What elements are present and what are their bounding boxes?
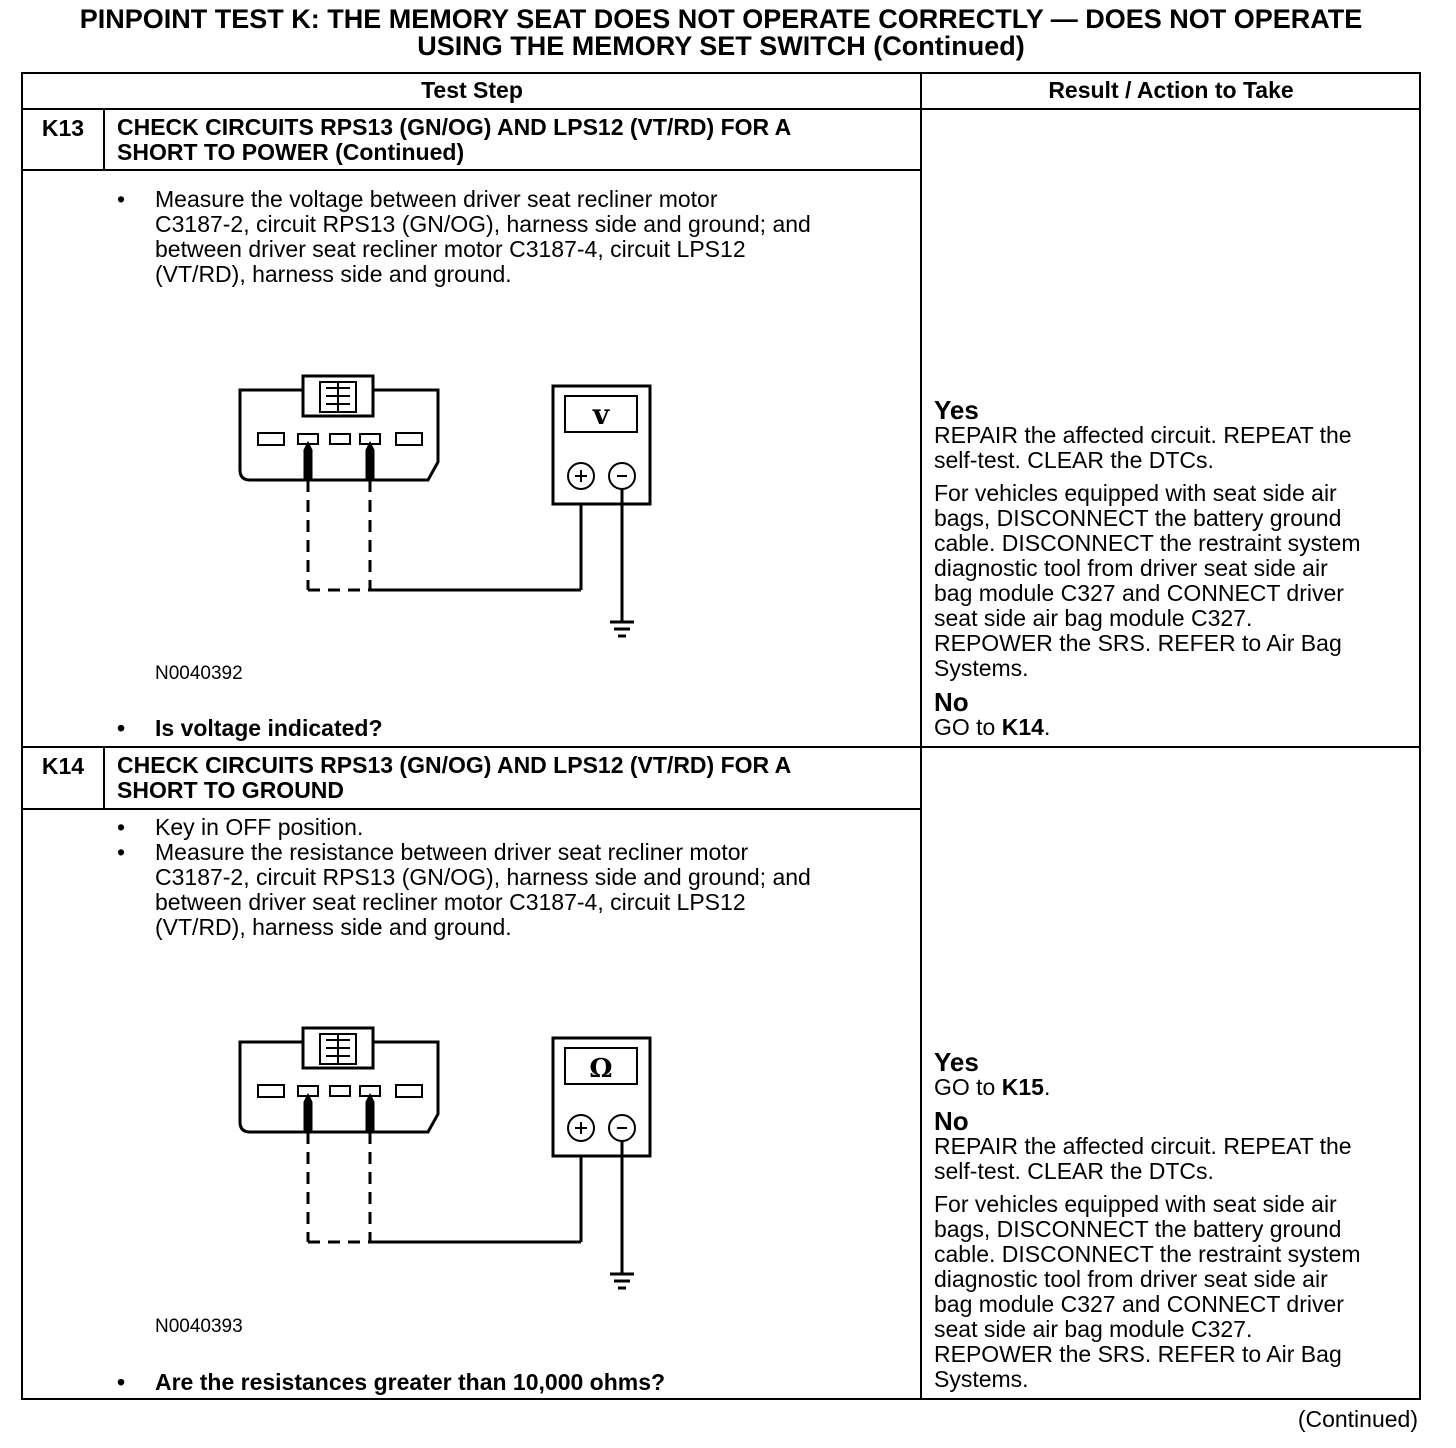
step-id: K14 [41, 753, 85, 779]
k13-id-divider [103, 108, 105, 170]
no-label: No [934, 1106, 969, 1136]
voltmeter-connection-diagram [230, 370, 670, 650]
step-id: K13 [41, 115, 85, 141]
figure-id: N0040392 [155, 663, 243, 684]
column-header-test-step: Test Step [421, 77, 523, 103]
go-to-instruction: GO to K14. [934, 714, 1051, 740]
ohmmeter-connection-diagram [230, 1022, 670, 1302]
title-line-1: PINPOINT TEST K: THE MEMORY SEAT DOES NOT OPERATE CORRECTLY — DOES NOT OPERATE [79, 4, 1363, 34]
k13-heading-rule [21, 169, 921, 171]
result-k13: Yes REPAIR the affected circuit. REPEAT the self-test. CLEAR the DTCs. For vehicles equipped with seat side air bags, DISCONNECT the battery ground cable. DISCONNECT the restraint system diagnostic tool from driver seat side air bag module C327 and CONNECT driver seat side air bag module C327. REPOWER the SRS. REFER to Air Bag Systems. No GO to K14. [934, 397, 1414, 740]
go-to-target: K15 [1001, 1074, 1044, 1100]
title-line-2: USING THE MEMORY SET SWITCH (Continued) [417, 31, 1025, 61]
yes-label: Yes [934, 395, 979, 425]
continued-note: (Continued) [1297, 1406, 1418, 1432]
k14-heading-rule [21, 808, 921, 810]
column-header-result: Result / Action to Take [1048, 77, 1294, 103]
go-to-instruction: GO to K15. [934, 1074, 1051, 1100]
connector-c3187 [240, 1028, 438, 1132]
no-label: No [934, 687, 969, 717]
header-rule [21, 108, 1421, 110]
page-title [0, 6, 1442, 60]
volt-symbol: v [592, 398, 610, 431]
ohm-symbol: Ω [589, 1054, 613, 1084]
result-k14: Yes GO to K15. No REPAIR the affected circuit. REPEAT the self-test. CLEAR the DTCs. For vehicles equipped with seat side air bags, DISCONNECT the battery ground cable. DISCONNECT the restraint system diagnostic tool from driver seat side air bag module C327 and CONNECT driver seat side air bag module C327. REPOWER the SRS. REFER to Air Bag Systems. [934, 1049, 1414, 1392]
k14-id-divider [103, 746, 105, 809]
row-divider [21, 746, 1421, 748]
figure-id: N0040393 [155, 1316, 243, 1337]
go-to-target: K14 [1001, 714, 1044, 740]
step-heading: CHECK CIRCUITS RPS13 (GN/OG) AND LPS12 (VT/RD) FOR A SHORT TO POWER (Continued) [117, 114, 792, 165]
yes-label: Yes [934, 1047, 979, 1077]
column-divider [920, 72, 922, 1400]
connector-c3187 [240, 376, 438, 480]
step-heading: CHECK CIRCUITS RPS13 (GN/OG) AND LPS12 (VT/RD) FOR A SHORT TO GROUND [117, 752, 792, 803]
